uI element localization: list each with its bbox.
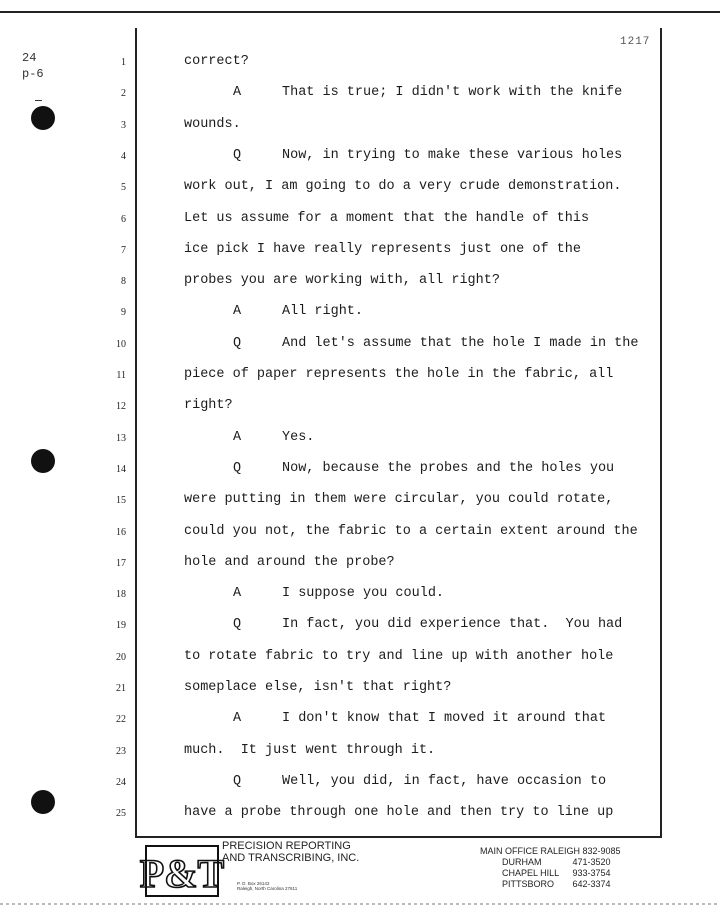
line-number: 10 (116, 338, 126, 350)
speaker-label: A (233, 586, 242, 602)
transcript-line (184, 398, 233, 413)
line-text: All right. (282, 304, 364, 320)
line-text: In fact, you did experience that. You had (282, 617, 623, 633)
transcript-line (184, 680, 451, 695)
line-number: 17 (116, 557, 126, 569)
line-text: Yes. (282, 429, 315, 445)
line-number: 7 (121, 244, 126, 256)
punch-hole (31, 449, 55, 473)
office-name: MAIN OFFICE RALEIGH (480, 846, 581, 856)
office-phone: 471-3520 (572, 857, 611, 867)
office-name: PITTSBORO (502, 879, 555, 889)
line-text: have a probe through one hole and then try to line up (184, 805, 614, 821)
office-phone: 642-3374 (572, 879, 611, 889)
line-text: Now, in trying to make these various holes (282, 147, 623, 163)
logo-text: P&T (139, 851, 225, 896)
transcript-line (184, 117, 241, 132)
line-number: 23 (116, 745, 126, 757)
office-phone: 933-3754 (572, 868, 611, 878)
speaker-label: A (233, 304, 242, 320)
line-text: That is true; I didn't work with the knife (282, 85, 623, 101)
speaker-label: Q (233, 617, 242, 633)
firm-name (222, 840, 359, 864)
line-number: 15 (116, 495, 126, 507)
line-number: 9 (121, 307, 126, 319)
line-text: probes you are working with, all right? (184, 273, 500, 289)
punch-hole (31, 790, 55, 814)
transcript-line (184, 211, 589, 226)
line-number: 25 (116, 808, 126, 820)
office-name: DURHAM (502, 857, 542, 867)
line-number: 8 (121, 276, 126, 288)
speaker-label: Q (233, 773, 242, 789)
line-number: 3 (121, 119, 126, 131)
speaker-label: Q (233, 335, 242, 351)
transcript-line (233, 617, 622, 632)
transcript-line (184, 805, 613, 820)
transcript-line (233, 304, 363, 319)
office-phone: 832-9085 (582, 846, 621, 856)
line-text: ice pick I have really represents just one of the (184, 241, 581, 257)
line-text: were putting in them were circular, you could rotate, (184, 492, 614, 508)
office-pittsboro (480, 879, 621, 890)
transcript-line (233, 430, 314, 445)
transcript-line (184, 492, 613, 507)
transcript-line (184, 649, 613, 664)
line-text: hole and around the probe? (184, 554, 395, 570)
transcript-line (233, 711, 606, 726)
speaker-label: A (233, 85, 242, 101)
line-text: work out, I am going to do a very crude demonstration. (184, 179, 622, 195)
firm-address-line-2: Raleigh, North Carolina 27611 (237, 886, 298, 891)
line-number: 13 (116, 432, 126, 444)
margin-dash (35, 100, 42, 101)
office-main (480, 846, 621, 857)
office-name: CHAPEL HILL (502, 868, 560, 878)
line-number: 19 (116, 620, 126, 632)
transcript-line (233, 774, 606, 789)
line-number: 20 (116, 651, 126, 663)
speaker-label: A (233, 711, 242, 727)
line-number: 1 (121, 57, 126, 68)
top-rule (0, 11, 720, 13)
office-list (480, 846, 621, 890)
line-number: 6 (121, 213, 126, 225)
transcript-line (184, 367, 613, 382)
line-text: And let's assume that the hole I made in the (282, 335, 639, 351)
transcript-line (184, 555, 395, 570)
line-text: piece of paper represents the hole in the fabric, all (184, 367, 614, 382)
transcript-line (184, 743, 435, 758)
firm-address-line-1: P. O. Box 26142 (237, 881, 270, 886)
transcript-line (184, 54, 249, 69)
line-text: to rotate fabric to try and line up with another hole (184, 648, 614, 664)
line-number: 11 (116, 370, 126, 381)
transcript-line (233, 586, 444, 601)
line-number: 14 (116, 463, 126, 475)
firm-line-2: AND TRANSCRIBING, INC. (222, 852, 360, 864)
transcript-line (233, 148, 622, 163)
line-text: right? (184, 398, 233, 414)
line-number: 16 (116, 526, 126, 538)
margin-note-section: p-6 (22, 67, 44, 81)
firm-logo (139, 845, 225, 897)
transcript-line (233, 336, 638, 351)
transcript-line (184, 273, 500, 288)
line-text: correct? (184, 54, 249, 69)
line-text: wounds. (184, 116, 241, 132)
transcript-line (184, 242, 581, 257)
page-stamp: 1217 (620, 36, 651, 48)
line-number: 18 (116, 589, 126, 601)
line-number: 4 (121, 150, 126, 162)
line-text: I don't know that I moved it around that (282, 711, 607, 727)
line-number: 5 (121, 182, 126, 194)
line-text: Let us assume for a moment that the handle of this (184, 210, 590, 226)
line-text: someplace else, isn't that right? (184, 680, 452, 695)
transcript-line (184, 524, 638, 539)
punch-hole (31, 106, 55, 130)
margin-note-page: 24 (22, 51, 37, 65)
line-number: 2 (121, 88, 126, 100)
line-text: could you not, the fabric to a certain extent around the (184, 523, 638, 539)
speaker-label: Q (233, 460, 242, 476)
office-chapel-hill (480, 868, 621, 879)
line-number: 21 (116, 683, 126, 694)
speaker-label: A (233, 429, 242, 445)
scan-noise (0, 903, 720, 905)
firm-address (237, 881, 297, 891)
line-text: Now, because the probes and the holes you (282, 460, 615, 476)
line-text: Well, you did, in fact, have occasion to (282, 773, 607, 789)
transcript-line (184, 179, 621, 194)
line-number: 22 (116, 714, 126, 726)
office-durham (480, 857, 621, 868)
line-text: I suppose you could. (282, 586, 445, 602)
transcript-line (233, 85, 622, 100)
speaker-label: Q (233, 147, 242, 163)
line-number: 12 (116, 401, 126, 413)
firm-line-1: PRECISION REPORTING (222, 840, 351, 852)
line-number: 24 (116, 776, 126, 788)
line-text: much. It just went through it. (184, 742, 436, 758)
transcript-line (233, 461, 614, 476)
